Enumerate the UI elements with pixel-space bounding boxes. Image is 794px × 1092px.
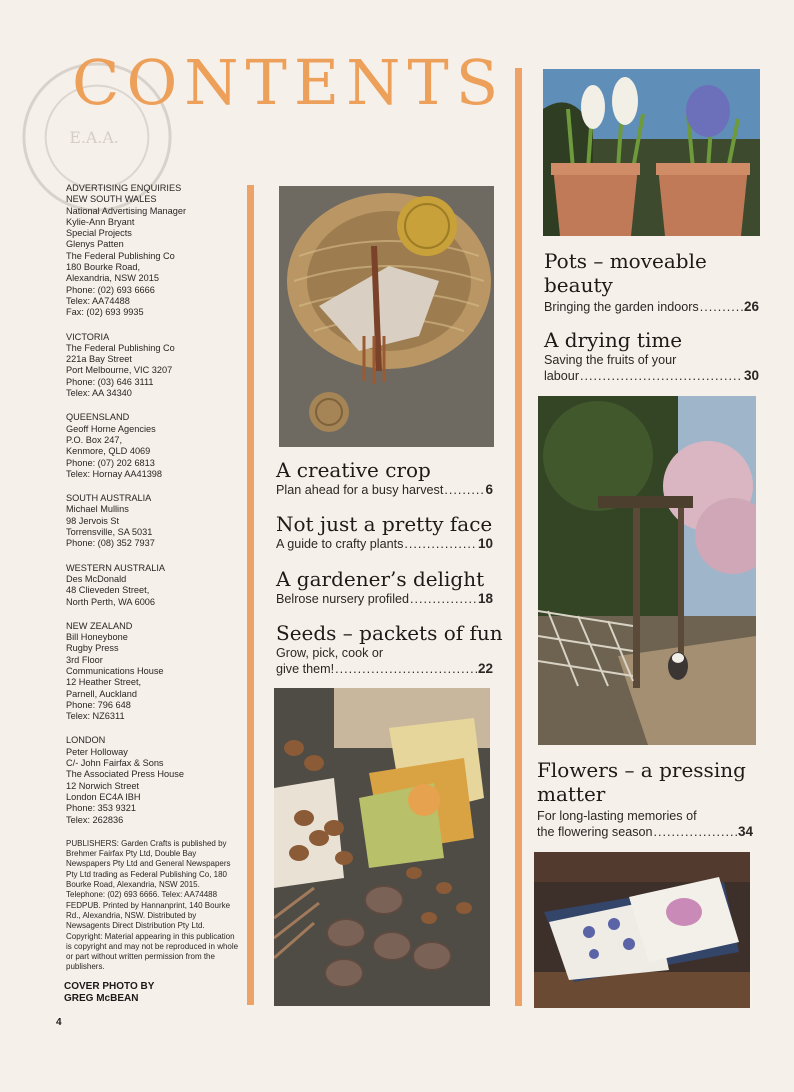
- credit-line: Rugby Press: [66, 643, 119, 654]
- credit-block: [66, 493, 241, 549]
- credit-heading: NEW ZEALAND: [66, 620, 133, 631]
- credit-line: Peter Holloway: [66, 746, 128, 757]
- contents-entry-pots[interactable]: [544, 249, 759, 315]
- credit-line: Port Melbourne, VIC 3207: [66, 365, 173, 376]
- credit-line: Telex: AA74488: [66, 295, 130, 306]
- credit-line: The Federal Publishing Co: [66, 250, 175, 261]
- credit-line: Des McDonald: [66, 573, 127, 584]
- entry-page-number: 18: [477, 591, 493, 606]
- credit-line: London EC4A IBH: [66, 791, 141, 802]
- credit-block: [66, 412, 241, 480]
- credit-line: 12 Heather Street,: [66, 677, 142, 688]
- credit-line: 180 Bourke Road,: [66, 262, 141, 273]
- entry-description: labour: [544, 369, 580, 383]
- entry-description: the flowering season: [537, 825, 653, 839]
- entry-title: A drying time: [544, 328, 683, 352]
- credit-line: 3rd Floor: [66, 654, 103, 665]
- credit-line: Telex: Hornay AA41398: [66, 468, 163, 479]
- publishers-notice: PUBLISHERS: Garden Crafts is published by Brehmer Fairfax Pty Ltd, Double Bay Newspapers Pty Ltd and General Newspapers Pty Ltd trading as Federal Publishing Co, 180 Bourke Road, Alexandria, NSW 2015. Telephone: (02) 693 6666. Telex: AA74488 FEDPUB. Printed by Hannanprint, 140 Bourke Rd., Alexandria, NSW. Distributed by Newsagents Direct Distribution Pty Ltd. Copyright: Material appearing in this publication is copyright and may not be reproduced in whole or part without written permission from the publishers.: [66, 838, 239, 972]
- pergola-photo: [538, 396, 756, 745]
- credit-line: The Federal Publishing Co: [66, 342, 175, 353]
- contents-entry-gardeners-delight[interactable]: [276, 567, 493, 607]
- entry-page-number: 30: [743, 368, 759, 383]
- entry-description: Belrose nursery profiled: [276, 592, 409, 606]
- entry-description: Bringing the garden indoors: [544, 300, 699, 314]
- entry-description: Saving the fruits of your: [544, 353, 677, 367]
- credit-line: Parnell, Auckland: [66, 688, 137, 699]
- entry-title: Flowers – a pressing matter: [537, 758, 746, 806]
- credit-heading: ADVERTISING ENQUIRIES: [66, 183, 182, 193]
- credit-block: [66, 735, 241, 825]
- credit-line: Special Projects: [66, 228, 132, 239]
- credit-line: Glenys Patten: [66, 239, 124, 250]
- entry-title: Seeds – packets of fun: [276, 621, 503, 645]
- credit-heading: LONDON: [66, 735, 106, 746]
- entry-description: A guide to crafty plants: [276, 537, 404, 551]
- entry-title: A creative crop: [276, 458, 431, 482]
- credit-line: Phone: 353 9321: [66, 803, 136, 814]
- advertising-credits: [66, 183, 241, 973]
- entry-description: Plan ahead for a busy harvest: [276, 483, 444, 497]
- credit-line: North Perth, WA 6006: [66, 596, 156, 607]
- cover-photo-credit: [64, 981, 234, 1005]
- credit-block: [66, 183, 241, 319]
- credit-line: Phone: (03) 646 3111: [66, 376, 154, 387]
- credit-block: [66, 332, 241, 400]
- credit-line: Geoff Horne Agencies: [66, 423, 156, 434]
- svg-text:E.A.A.: E.A.A.: [69, 127, 119, 147]
- credit-heading: SOUTH AUSTRALIA: [66, 493, 152, 504]
- entry-description: For long-lasting memories of: [537, 809, 697, 823]
- credit-line: Communications House: [66, 665, 164, 676]
- bulbs-photo: [543, 69, 760, 236]
- entry-page-number: 26: [743, 299, 759, 314]
- credit-line: Kylie-Ann Bryant: [66, 216, 135, 227]
- entry-page-number: 34: [737, 824, 753, 839]
- credit-line: Telex: NZ6311: [66, 711, 125, 722]
- credit-line: National Advertising Manager: [66, 205, 187, 216]
- credit-line: Fax: (02) 693 9935: [66, 307, 144, 318]
- contents-entry-drying-time[interactable]: [544, 328, 759, 384]
- credit-line: Phone: (02) 693 6666: [66, 284, 155, 295]
- pressed-flowers-photo: [534, 852, 750, 1008]
- credit-heading: WESTERN AUSTRALIA: [66, 562, 166, 573]
- credit-line: Phone: (08) 352 7937: [66, 538, 155, 549]
- left-rule: [247, 185, 254, 1005]
- credit-line: Phone: 796 648: [66, 699, 131, 710]
- credit-line: Bill Honeybone: [66, 632, 128, 643]
- credit-line: 48 Clieveden Street,: [66, 585, 150, 596]
- page-number: 4: [56, 1017, 62, 1028]
- credit-line: Telex: AA 34340: [66, 388, 132, 399]
- entry-title: Not just a pretty face: [276, 512, 493, 536]
- credit-line: 98 Jervois St: [66, 515, 120, 526]
- credit-heading: QUEENSLAND: [66, 412, 130, 423]
- entry-page-number: 10: [477, 536, 493, 551]
- credit-line: The Associated Press House: [66, 769, 184, 780]
- seeds-photo: [274, 688, 490, 1006]
- entry-title: A gardener’s delight: [276, 567, 485, 591]
- credit-line: NEW SOUTH WALES: [66, 194, 157, 205]
- credit-line: Michael Mullins: [66, 504, 129, 515]
- basket-photo: [279, 186, 494, 447]
- contents-entry-seeds[interactable]: [276, 621, 503, 677]
- contents-entry-creative-crop[interactable]: [276, 458, 493, 498]
- entry-description: Grow, pick, cook or: [276, 646, 384, 660]
- credit-line: 221a Bay Street: [66, 354, 132, 365]
- entry-page-number: 22: [477, 661, 493, 676]
- credit-line: C/- John Fairfax & Sons: [66, 758, 164, 769]
- page-title: CONTENTS: [72, 46, 506, 119]
- contents-entry-pretty-face[interactable]: [276, 512, 493, 552]
- credit-line: Kenmore, QLD 4069: [66, 446, 151, 457]
- entry-title: Pots – moveable beauty: [544, 249, 707, 297]
- entry-page-number: 6: [485, 482, 493, 497]
- credit-line: Phone: (07) 202 6813: [66, 457, 155, 468]
- credit-heading: VICTORIA: [66, 331, 110, 342]
- contents-entry-flowers[interactable]: [537, 758, 753, 840]
- cover-photo-name: GREG McBEAN: [64, 993, 139, 1004]
- right-rule: [515, 68, 522, 1006]
- cover-photo-label: COVER PHOTO BY: [64, 981, 155, 992]
- credit-line: P.O. Box 247,: [66, 434, 123, 445]
- credit-line: Telex: 262836: [66, 814, 124, 825]
- credit-line: Torrensville, SA 5031: [66, 527, 153, 538]
- credit-line: Alexandria, NSW 2015: [66, 273, 159, 284]
- credit-line: 12 Norwich Street: [66, 780, 140, 791]
- credit-block: [66, 621, 241, 723]
- credit-block: [66, 563, 241, 608]
- entry-description: give them!: [276, 662, 335, 676]
